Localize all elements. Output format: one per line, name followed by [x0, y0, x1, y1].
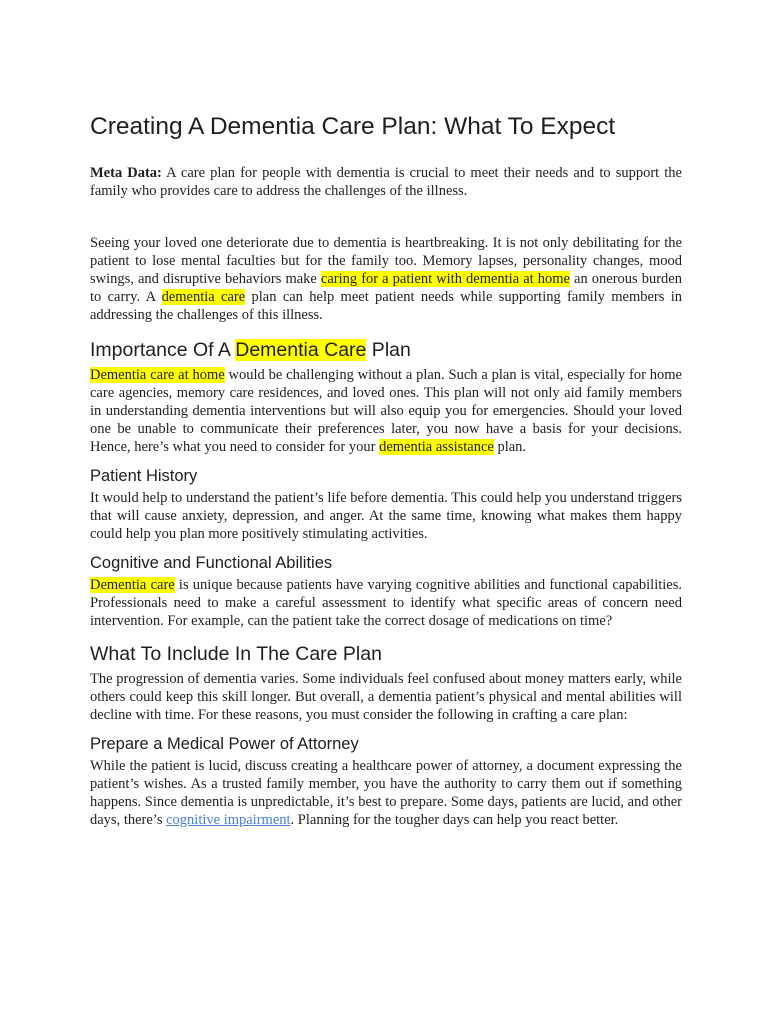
cognitive-text: is unique because patients have varying cognitive abilities and functional capabilities. Professionals need to make a careful assessment to identify what specific areas of concern need intervention. For example, can the patient take the correct dosage of medications on time?: [90, 577, 682, 629]
intro-highlight-2: dementia care: [161, 289, 246, 305]
cognitive-impairment-link[interactable]: cognitive impairment: [166, 812, 291, 828]
intro-highlight-1: caring for a patient with dementia at home: [320, 271, 570, 287]
document-page: [90, 112, 682, 829]
importance-heading-post: Plan: [366, 339, 411, 361]
importance-heading: [90, 337, 682, 363]
meta-data-label: Meta Data:: [90, 165, 162, 181]
power-of-attorney-heading: Prepare a Medical Power of Attorney: [90, 735, 359, 753]
patient-history-heading: Patient History: [90, 467, 198, 485]
importance-highlight-2: dementia assistance: [379, 439, 494, 455]
poa-text-1: While the patient is lucid, discuss creating a healthcare power of attorney, a document expressing the patient’s wishes. As a trusted family member, you have the authority to carry them out if something happens. Since dementia is unpredictable, it’s best to prepare. Some days, patients are lucid, and other days, there’s: [90, 758, 682, 828]
importance-heading-highlight: Dementia Care: [235, 339, 367, 361]
include-heading: What To Include In The Care Plan: [90, 643, 382, 665]
cognitive-paragraph: [90, 576, 682, 630]
include-paragraph: The progression of dementia varies. Some individuals feel confused about money matters early, while others could keep this skill longer. But overall, a dementia patient’s physical and mental abilities will decline with time. For these reasons, you must consider the following in crafting a care plan:: [90, 671, 682, 723]
importance-text-1: would be challenging without a plan. Such a plan is vital, especially for home care agencies, memory care residences, and loved ones. This plan will not only aid family members in understanding dementia interventions but will also equip you for emergencies. Should your loved one be unable to communicate their preferences later, you now have a basis for your decisions. Hence, here’s what you need to consider for your: [90, 367, 682, 455]
intro-text-1: Seeing your loved one deteriorate due to dementia is heartbreaking. It is not only debilitating for the patient to lose mental faculties but for the family too. Memory lapses, personality changes, mood swings, and disruptive behaviors make: [90, 235, 682, 287]
importance-text-2: plan.: [493, 439, 527, 455]
intro-text-2: an onerous burden to carry. A: [90, 271, 682, 305]
meta-data-text: A care plan for people with dementia is crucial to meet their needs and to support the family who provides care to address the challenges of the illness.: [90, 165, 682, 199]
meta-data-paragraph: [90, 164, 682, 200]
patient-history-paragraph: It would help to understand the patient’s life before dementia. This could help you understand triggers that will cause anxiety, depression, and anger. At the same time, knowing what makes them happy could help you plan more positively stimulating activities.: [90, 490, 682, 542]
importance-heading-pre: Importance Of A: [90, 339, 236, 361]
poa-text-2: . Planning for the tougher days can help you react better.: [290, 812, 619, 828]
intro-text-3: plan can help meet patient needs while supporting family members in addressing the challenges of this illness.: [90, 289, 682, 323]
importance-paragraph: [90, 366, 682, 456]
power-of-attorney-paragraph: [90, 757, 682, 829]
importance-highlight-1: Dementia care at home: [90, 367, 225, 383]
intro-paragraph: [90, 234, 682, 324]
cognitive-heading: Cognitive and Functional Abilities: [90, 554, 333, 572]
cognitive-highlight: Dementia care: [90, 577, 175, 593]
document-title: Creating A Dementia Care Plan: What To Expect: [90, 113, 616, 140]
